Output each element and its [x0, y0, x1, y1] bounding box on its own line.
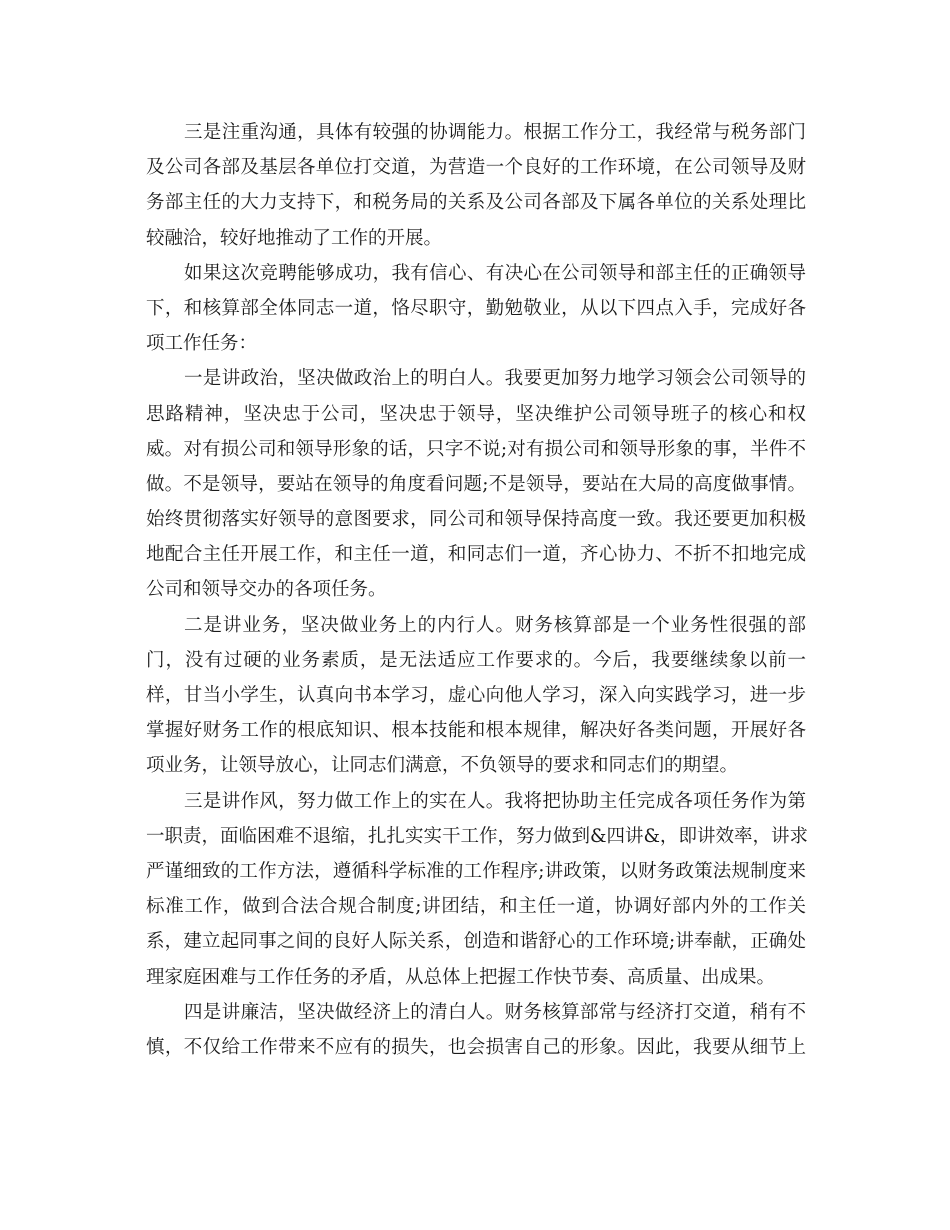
paragraph-line: 四是讲廉洁，坚决做经济上的清白人。财务核算部常与经济打交道，稍有不: [184, 1001, 806, 1023]
paragraph-line: 做。不是领导，要站在领导的角度看问题;不是领导，要站在大局的高度做事情。: [146, 473, 806, 495]
paragraph-line: 较融洽，较好地推动了工作的开展。: [146, 227, 443, 249]
paragraph: [146, 361, 806, 607]
paragraph-line: 门，没有过硬的业务素质，是无法适应工作要求的。今后，我要继续象以前一: [146, 649, 806, 671]
paragraph-line: 掌握好财务工作的根底知识、根本技能和根本规律，解决好各类问题，开展好各: [146, 720, 806, 742]
paragraph-line: 三是讲作风，努力做工作上的实在人。我将把协助主任完成各项任务作为第: [184, 790, 806, 812]
paragraph-line: 样，甘当小学生，认真向书本学习，虚心向他人学习，深入向实践学习，进一步: [146, 685, 806, 706]
paragraph: [146, 115, 806, 256]
paragraph-line: 一是讲政治，坚决做政治上的明白人。我要更加努力地学习领会公司领导的: [184, 368, 806, 390]
paragraph-line: 二是讲业务，坚决做业务上的内行人。财务核算部是一个业务性很强的部: [184, 614, 806, 636]
paragraph-line: 威。对有损公司和领导形象的话，只字不说;对有损公司和领导形象的事，半件不: [146, 438, 806, 460]
paragraph-line: 下，和核算部全体同志一道，恪尽职守，勤勉敬业，从以下四点入手，完成好各: [146, 297, 806, 319]
paragraph-line: 如果这次竞聘能够成功，我有信心、有决心在公司领导和部主任的正确领导: [184, 262, 806, 284]
document-body: [146, 115, 806, 1065]
paragraph-line: 项工作任务：: [146, 333, 258, 355]
paragraph-line: 思路精神，坚决忠于公司，坚决忠于领导，坚决维护公司领导班子的核心和权: [146, 403, 806, 425]
paragraph: [146, 784, 806, 995]
paragraph: [146, 608, 806, 784]
paragraph-line: 公司和领导交办的各项任务。: [146, 579, 387, 601]
paragraph-line: 项业务，让领导放心，让同志们满意，不负领导的要求和同志们的期望。: [146, 755, 739, 777]
paragraph: [146, 256, 806, 362]
paragraph-line: 慎，不仅给工作带来不应有的损失，也会损害自己的形象。因此，我要从细节上: [146, 1036, 806, 1058]
paragraph-line: 地配合主任开展工作，和主任一道，和同志们一道，齐心协力、不折不扣地完成: [146, 544, 806, 566]
paragraph: [146, 995, 806, 1065]
paragraph-line: 三是注重沟通，具体有较强的协调能力。根据工作分工，我经常与税务部门: [184, 122, 806, 143]
paragraph-line: 理家庭困难与工作任务的矛盾，从总体上把握工作快节奏、高质量、出成果。: [146, 966, 776, 988]
paragraph-line: 始终贯彻落实好领导的意图要求，同公司和领导保持高度一致。我还要更加积极: [146, 509, 806, 531]
paragraph-line: 及公司各部及基层各单位打交道，为营造一个良好的工作环境，在公司领导及财: [146, 157, 806, 179]
paragraph-line: 标准工作，做到合法合规合制度;讲团结，和主任一道，协调好部内外的工作关: [146, 896, 806, 918]
paragraph-line: 系，建立起同事之间的良好人际关系，创造和谐舒心的工作环境;讲奉献，正确处: [146, 931, 806, 953]
paragraph-line: 严谨细致的工作方法，遵循科学标准的工作程序;讲政策，以财务政策法规制度来: [146, 860, 806, 882]
paragraph-line: 务部主任的大力支持下，和税务局的关系及公司各部及下属各单位的关系处理比: [146, 192, 806, 214]
paragraph-line: 一职责，面临困难不退缩，扎扎实实干工作，努力做到&四讲&，即讲效率，讲求: [146, 825, 808, 847]
